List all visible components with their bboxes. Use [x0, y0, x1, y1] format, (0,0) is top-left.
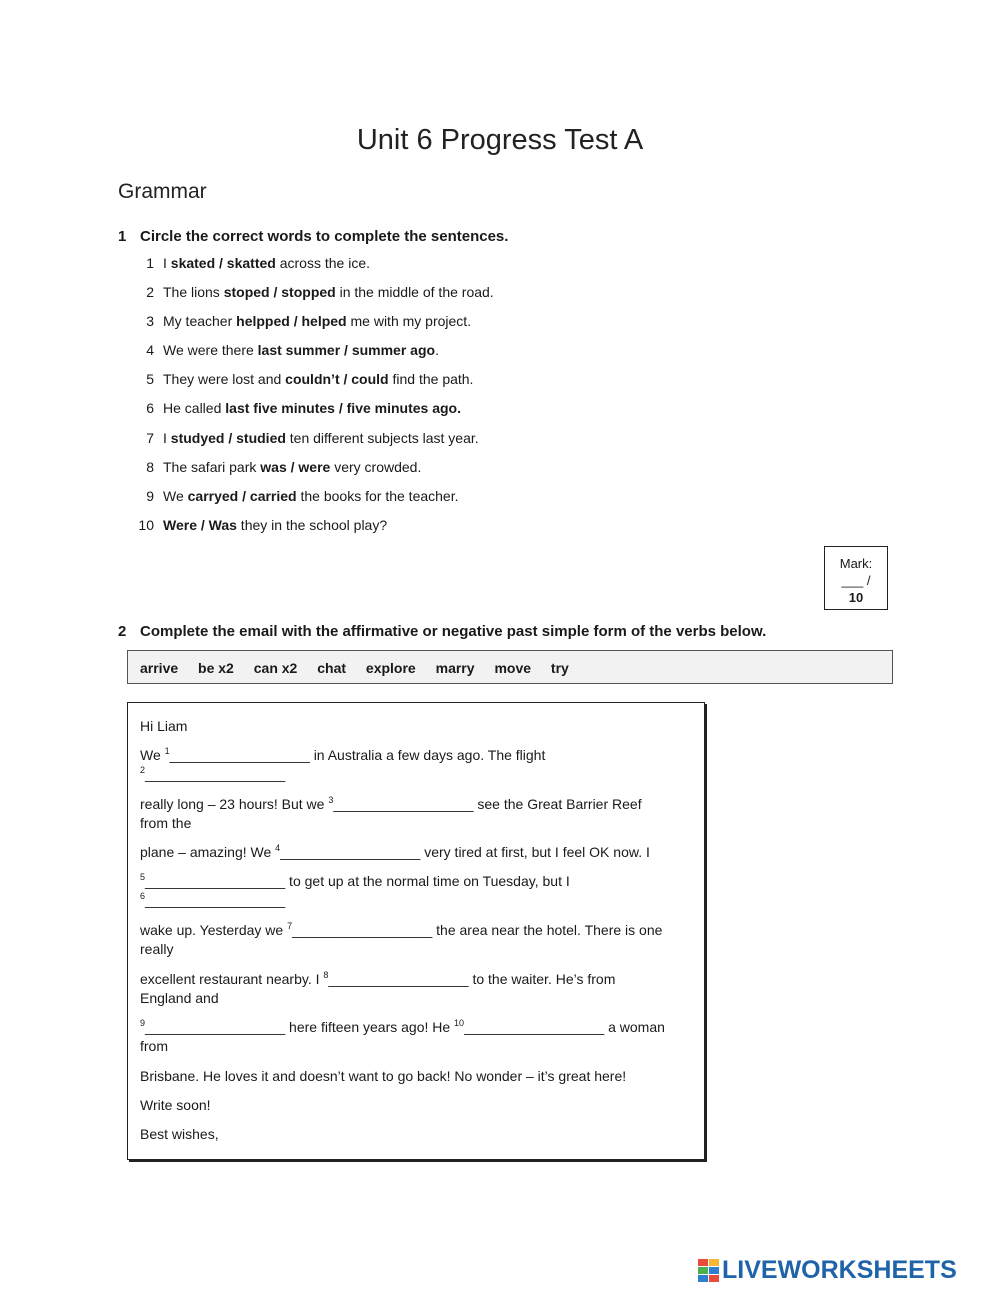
- exercise-1-number: 1: [118, 228, 127, 245]
- list-item: 2 The lions stoped / stopped in the middle of the road.: [146, 284, 494, 300]
- blank-3[interactable]: __________________ see the Great Barrier Reef: [333, 796, 642, 812]
- blank-10[interactable]: __________________ a woman: [464, 1019, 665, 1035]
- blank-2[interactable]: __________________: [145, 766, 286, 782]
- word-box: [127, 650, 893, 684]
- mark-label: Mark:: [839, 556, 873, 571]
- email-line: excellent restaurant nearby. I $^8$__________________ to the waiter. He’s from: [140, 970, 616, 987]
- choice-option[interactable]: was / were: [260, 459, 331, 475]
- exercise-2-heading: [118, 623, 766, 640]
- email-greeting: Hi Liam: [140, 718, 188, 734]
- word-item: explore: [365, 660, 416, 676]
- choice-option[interactable]: last five minutes / five minutes ago.: [225, 400, 461, 416]
- email-line: $^9$__________________ here fifteen years ago! He $^{10}$__________________ a woman: [140, 1018, 665, 1035]
- list-item: 8 The safari park was / were very crowded.: [146, 459, 422, 475]
- email-line: wake up. Yesterday we $^7$__________________ the area near the hotel. There is one: [140, 921, 663, 938]
- choice-option[interactable]: couldn’t / could: [285, 371, 389, 387]
- mark-score-input[interactable]: ___ /: [841, 573, 871, 588]
- blank-1[interactable]: __________________ in Australia a few days ago. The flight: [169, 747, 546, 763]
- page-title: Unit 6 Progress Test A: [356, 124, 644, 156]
- blank-5[interactable]: __________________ to get up at the normal time on Tuesday, but I: [145, 873, 570, 889]
- word-item: be x2: [198, 660, 234, 676]
- email-line: We $^1$__________________ in Australia a few days ago. The flight: [140, 746, 546, 763]
- email-line: plane – amazing! We $^4$__________________ very tired at first, but I feel OK now. I: [140, 843, 650, 860]
- choice-option[interactable]: last summer / summer ago: [257, 342, 436, 358]
- list-item: 6 He called last five minutes / five minutes ago.: [146, 400, 461, 416]
- email-line: really long – 23 hours! But we $^3$__________________ see the Great Barrier Reef: [140, 795, 642, 812]
- email-line: Write soon!: [140, 1097, 211, 1113]
- word-item: arrive: [140, 660, 179, 676]
- word-item: move: [494, 660, 532, 676]
- email-line: $^5$__________________ to get up at the normal time on Tuesday, but I: [140, 872, 570, 889]
- list-item: 10 Were / Was they in the school play?: [138, 517, 388, 533]
- blank-7[interactable]: __________________ the area near the hotel. There is one: [292, 922, 663, 938]
- email-line: $^2$__________________: [140, 765, 286, 782]
- word-item: try: [550, 660, 569, 676]
- choice-option[interactable]: stoped / stopped: [223, 284, 336, 300]
- choice-option[interactable]: skated / skatted: [170, 255, 276, 271]
- list-item: 1 I skated / skatted across the ice.: [146, 255, 370, 271]
- logo-icon: [698, 1258, 720, 1284]
- word-item: marry: [435, 660, 475, 676]
- blank-4[interactable]: __________________ very tired at first, but I feel OK now. I: [280, 844, 650, 860]
- logo-text: LIVEWORKSHEETS: [722, 1256, 957, 1284]
- blank-8[interactable]: __________________ to the waiter. He’s from: [328, 971, 616, 987]
- section-heading: Grammar: [118, 180, 207, 203]
- word-item: chat: [317, 660, 347, 676]
- email-signoff: Best wishes,: [140, 1126, 219, 1142]
- email-line: from: [140, 1038, 168, 1054]
- email-line: England and: [140, 990, 219, 1006]
- list-item: 4 We were there last summer / summer ago.: [146, 342, 439, 358]
- email-line: Brisbane. He loves it and doesn’t want to go back! No wonder – it’s great here!: [140, 1068, 627, 1084]
- email-line: really: [140, 941, 174, 957]
- blank-6[interactable]: __________________: [145, 892, 286, 908]
- choice-option[interactable]: carryed / carried: [187, 488, 297, 504]
- liveworksheets-logo: [698, 1256, 957, 1284]
- exercise-2-number: 2: [118, 623, 127, 640]
- exercise-1-heading: [118, 228, 508, 245]
- mark-total: 10: [848, 590, 864, 605]
- word-item: can x2: [253, 660, 298, 676]
- email-line: from the: [140, 815, 192, 831]
- choice-option[interactable]: helpped / helped: [236, 313, 347, 329]
- list-item: 7 I studyed / studied ten different subjects last year.: [146, 430, 479, 446]
- list-item: 5 They were lost and couldn’t / could find the path.: [146, 371, 474, 387]
- choice-option[interactable]: Were / Was: [163, 517, 237, 533]
- choice-option[interactable]: studyed / studied: [170, 430, 286, 446]
- email-line: $^6$__________________: [140, 891, 286, 908]
- exercise-1-instruction: Circle the correct words to complete the sentences.: [140, 228, 509, 245]
- mark-box: [824, 546, 888, 610]
- list-item: 3 My teacher helpped / helped me with my project.: [146, 313, 472, 329]
- exercise-2-instruction: Complete the email with the affirmative or negative past simple form of the verbs below.: [140, 623, 767, 640]
- blank-9[interactable]: __________________ here fifteen years ago! He: [145, 1019, 455, 1035]
- list-item: 9 We carryed / carried the books for the teacher.: [146, 488, 459, 504]
